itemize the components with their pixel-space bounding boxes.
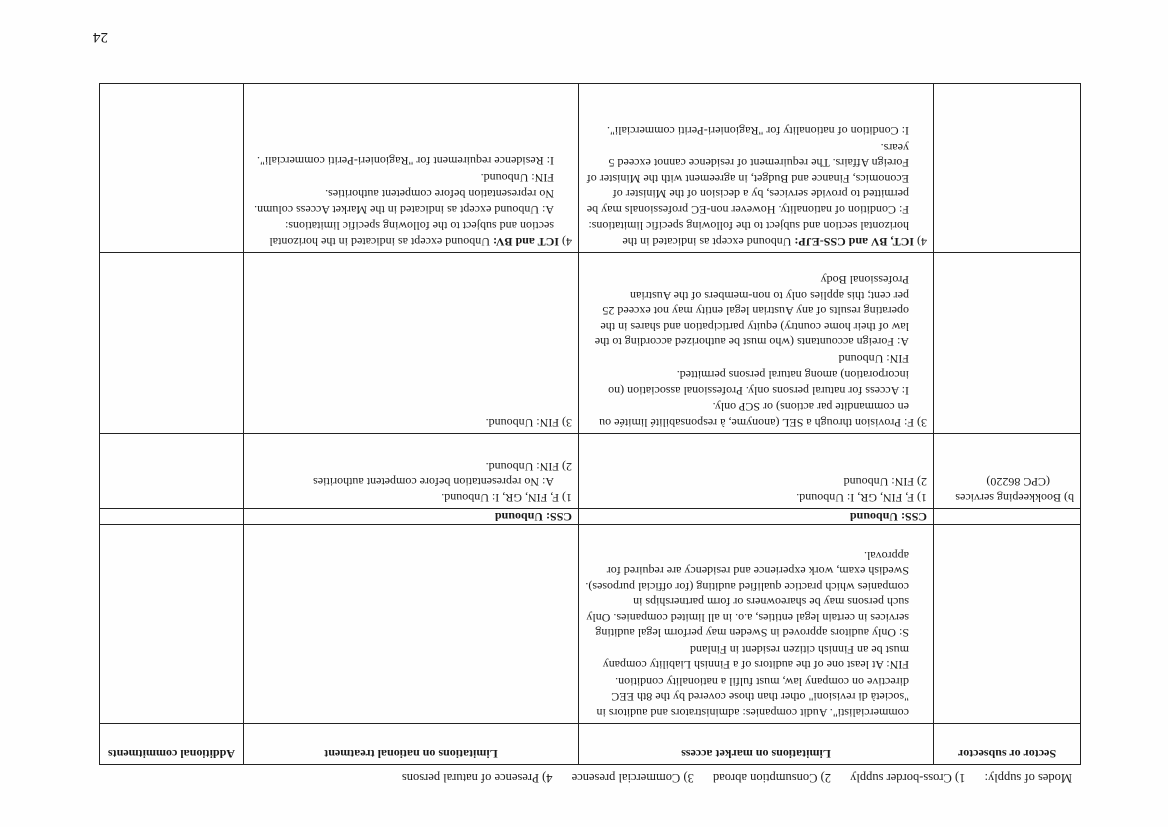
css-ma: CSS: Unbound [578, 509, 933, 524]
table-row [100, 524, 1080, 723]
page-number: 24 [93, 29, 108, 45]
ma-text: I: Access for natural persons only. Professional association (no incorporation) among natural persons permitted. [608, 368, 909, 398]
modes-of-supply [386, 770, 1072, 785]
ma-text: commercialisti". Audit companies: administrators and auditors in "società di revisioni" other than those covered by the 8th EEC directive on company law, must fulfil a nationality condition. [596, 675, 909, 720]
header-additional: Additional commitments [108, 747, 235, 761]
nt-text: 3) FIN: Unbound. [485, 416, 572, 430]
ma-text: FIN: Unbound [838, 352, 909, 366]
table-row [100, 508, 1080, 524]
ma-text: 1) F, FIN, GR, I: Unbound. [796, 491, 927, 505]
nt-text: A: No representation before competent authorities [313, 475, 554, 490]
header-market-access: Limitations on market access [578, 724, 933, 764]
nt-text: 4) ICT and BV: Unbound except as indicated in the horizontal section and subject to the following specific limitations: [269, 219, 572, 249]
ma-text: 2) FIN: Unbound [843, 475, 927, 490]
table-row [100, 84, 1080, 252]
cpc-code: (CPC 86220) [986, 475, 1050, 490]
ma-text: S: Only auditors approved in Sweden may perform legal auditing services in certain legal entities, a.o. in all limited companies. Only such persons may be shareowners or form partnerships in companies which practice qualified auditing (for official purposes). Swedish exam, work experience and residency are required for approval. [585, 549, 909, 641]
nt-text: 2) FIN: Unbound. [485, 460, 572, 474]
mode-1: 1) Cross-border supply [850, 771, 966, 785]
header-sector: Sector or subsector [933, 724, 1080, 764]
nt-text: 1) F, FIN, GR, I: Unbound. [441, 491, 572, 505]
sector-label: b) Bookkeeping services [955, 491, 1074, 505]
nt-text: FIN: Unbound. [480, 171, 554, 185]
table-row [100, 433, 1080, 508]
header-national-treatment: Limitations on national treatment [243, 724, 578, 764]
nt-text: A: Unbound except as indicated in the Market Access column. No representation before competent authorities. [254, 187, 554, 217]
ma-text: FIN: At least one of the auditors of a Finnish Liability company must be an Finnish citizen resident in Finland [602, 643, 909, 673]
nt-text: I: Residence requirement for "Ragionieri-Periti commerciali". [256, 154, 554, 169]
ma-text: A: Foreign accountants (who must be authorized according to the law of their home country) equity participation and shares in the operating results of any Austrian legal entity may not exceed 25 per cent; this applies only to non-members of the Austrian Professional Body [594, 273, 909, 350]
table-row [100, 252, 1080, 433]
ma-text: F: Condition of nationality. However non-EC professionals may be permitted to provide services, by a decision of the Minister of Economics, Finance and Budget, in agreement with the Minister of Foreign Affairs. The requirement of residence cannot exceed 5 years. [586, 141, 909, 217]
css-nt: CSS: Unbound [243, 509, 578, 524]
modes-label: Modes of supply: [984, 771, 1072, 785]
ma-text: 3) F: Provision through a SEL (anonyme, à responsabilité limitée ou en commandite par actions) or SCP only. [599, 400, 927, 430]
ma-text: 4) ICT, BV and CSS-EJP: Unbound except as indicated in the horizontal section and subject to the following specific limitations: [588, 219, 927, 249]
mode-3: 3) Commercial presence [571, 771, 694, 785]
ma-text: I: Condition of nationality for "Ragionieri-Periti commerciali". [606, 124, 909, 139]
mode-4: 4) Presence of natural persons [401, 771, 553, 785]
table-header-row [100, 723, 1080, 764]
mode-2: 2) Consumption abroad [712, 771, 831, 785]
commitments-table [99, 83, 1081, 765]
